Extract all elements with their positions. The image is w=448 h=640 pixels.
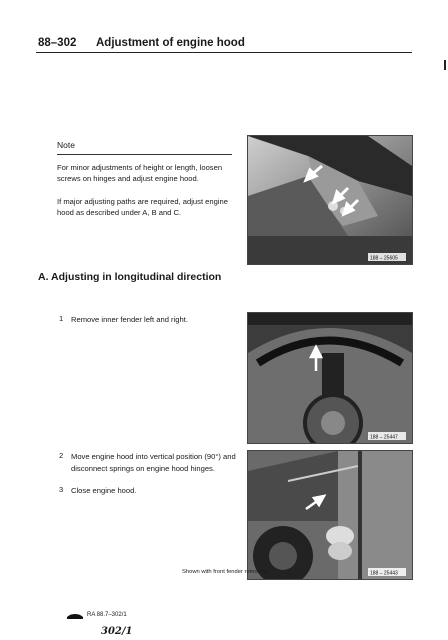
page-title: Adjustment of engine hood: [96, 37, 245, 49]
step-1-text: Remove inner fender left and right.: [71, 315, 188, 324]
photo-2-label: 188 – 25447: [370, 434, 398, 441]
margin-mark: [444, 60, 446, 70]
step-3-text: Close engine hood.: [71, 486, 137, 495]
handwritten-page-number: 302/1: [101, 626, 133, 637]
step-2-text: Move engine hood into vertical position (90°) and disconnect springs on engine hood hinges.: [71, 452, 236, 473]
step-1-number: 1: [59, 314, 64, 323]
step-2-number: 2: [59, 451, 64, 460]
note-paragraph-2: If major adjusting paths are required, adjust engine hood as described under A, B and C.: [57, 197, 228, 217]
step-3-number: 3: [59, 485, 64, 494]
note-paragraph-1: For minor adjustments of height or length, loosen screws on hinges and adjust engine hood.: [57, 163, 223, 183]
fender-photo: [247, 312, 413, 444]
photo-caption: Shown with front fender removed: [182, 569, 268, 575]
photo-3-label: 188 – 25443: [370, 570, 398, 577]
photo-1-label: 188 – 25605: [370, 255, 398, 262]
page-number: 88–302: [38, 37, 77, 49]
spring-photo: [247, 450, 413, 580]
car-logo-icon: [66, 613, 84, 620]
note-label: Note: [57, 140, 75, 150]
section-a-heading: A. Adjusting in longitudinal direction: [38, 271, 222, 283]
footer-reference: RA 88.7–302/1: [87, 612, 127, 618]
note-divider: [57, 154, 232, 155]
hinge-photo: [247, 135, 413, 265]
header-divider: [36, 52, 412, 53]
